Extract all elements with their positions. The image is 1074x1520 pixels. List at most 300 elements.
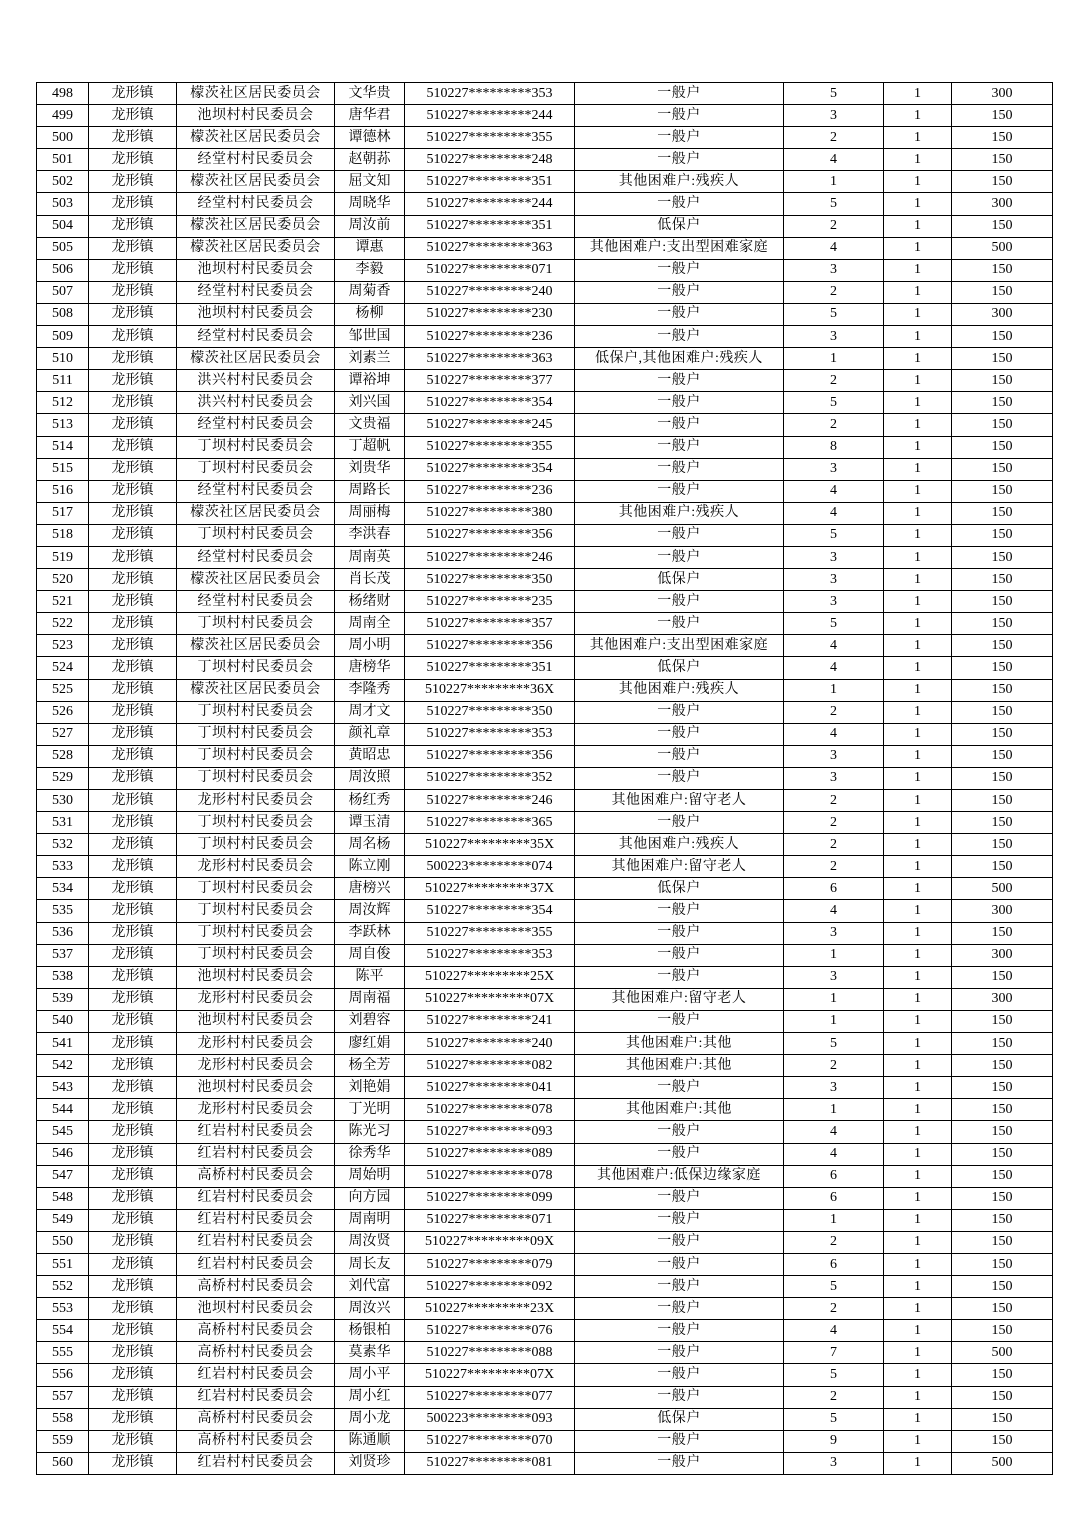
household-size-cell: 4 — [784, 900, 884, 922]
town-cell: 龙形镇 — [89, 1452, 177, 1474]
row-number-cell: 509 — [37, 326, 89, 348]
table-row — [37, 591, 1053, 613]
name-cell: 陈通顺 — [335, 1430, 405, 1452]
id-number-cell: 510227*********23X — [405, 1298, 575, 1320]
household-type-cell: 一般户 — [575, 1143, 784, 1165]
amount-cell: 300 — [952, 83, 1053, 105]
row-number-cell: 559 — [37, 1430, 89, 1452]
row-number-cell: 541 — [37, 1033, 89, 1055]
row-number-cell: 520 — [37, 569, 89, 591]
name-cell: 周南明 — [335, 1209, 405, 1231]
amount-cell: 150 — [952, 480, 1053, 502]
count-cell: 1 — [884, 834, 952, 856]
household-type-cell: 一般户 — [575, 1209, 784, 1231]
row-number-cell: 507 — [37, 281, 89, 303]
household-type-cell: 其他困难户:留守老人 — [575, 988, 784, 1010]
household-size-cell: 2 — [784, 127, 884, 149]
amount-cell: 150 — [952, 1253, 1053, 1275]
household-type-cell: 低保户 — [575, 878, 784, 900]
town-cell: 龙形镇 — [89, 1298, 177, 1320]
count-cell: 1 — [884, 944, 952, 966]
town-cell: 龙形镇 — [89, 502, 177, 524]
amount-cell: 150 — [952, 436, 1053, 458]
amount-cell: 150 — [952, 922, 1053, 944]
count-cell: 1 — [884, 701, 952, 723]
household-size-cell: 4 — [784, 237, 884, 259]
committee-cell: 丁坝村村民委员会 — [177, 524, 335, 546]
committee-cell: 经堂村村民委员会 — [177, 193, 335, 215]
count-cell: 1 — [884, 1209, 952, 1231]
table-row — [37, 966, 1053, 988]
household-type-cell: 一般户 — [575, 83, 784, 105]
id-number-cell: 510227*********078 — [405, 1165, 575, 1187]
household-type-cell: 低保户 — [575, 1408, 784, 1430]
town-cell: 龙形镇 — [89, 569, 177, 591]
household-type-cell: 一般户 — [575, 1253, 784, 1275]
household-type-cell: 一般户 — [575, 326, 784, 348]
table-row — [37, 303, 1053, 325]
household-type-cell: 一般户 — [575, 922, 784, 944]
id-number-cell: 510227*********236 — [405, 480, 575, 502]
household-size-cell: 2 — [784, 370, 884, 392]
amount-cell: 300 — [952, 944, 1053, 966]
row-number-cell: 501 — [37, 149, 89, 171]
count-cell: 1 — [884, 370, 952, 392]
row-number-cell: 503 — [37, 193, 89, 215]
table-row — [37, 281, 1053, 303]
household-size-cell: 1 — [784, 679, 884, 701]
table-row — [37, 701, 1053, 723]
table-row — [37, 1099, 1053, 1121]
row-number-cell: 538 — [37, 966, 89, 988]
table-row — [37, 1165, 1053, 1187]
row-number-cell: 557 — [37, 1386, 89, 1408]
name-cell: 陈立刚 — [335, 856, 405, 878]
row-number-cell: 527 — [37, 723, 89, 745]
household-size-cell: 1 — [784, 988, 884, 1010]
household-type-cell: 一般户 — [575, 1231, 784, 1253]
committee-cell: 红岩村村民委员会 — [177, 1209, 335, 1231]
count-cell: 1 — [884, 414, 952, 436]
committee-cell: 龙形村村民委员会 — [177, 1033, 335, 1055]
count-cell: 1 — [884, 1342, 952, 1364]
row-number-cell: 545 — [37, 1121, 89, 1143]
id-number-cell: 510227*********246 — [405, 790, 575, 812]
name-cell: 周晓华 — [335, 193, 405, 215]
household-size-cell: 1 — [784, 1209, 884, 1231]
row-number-cell: 535 — [37, 900, 89, 922]
id-number-cell: 510227*********25X — [405, 966, 575, 988]
row-number-cell: 549 — [37, 1209, 89, 1231]
town-cell: 龙形镇 — [89, 171, 177, 193]
count-cell: 1 — [884, 657, 952, 679]
amount-cell: 500 — [952, 1452, 1053, 1474]
committee-cell: 檬茨社区居民委员会 — [177, 83, 335, 105]
name-cell: 周小龙 — [335, 1408, 405, 1430]
name-cell: 周长友 — [335, 1253, 405, 1275]
count-cell: 1 — [884, 546, 952, 568]
amount-cell: 150 — [952, 149, 1053, 171]
town-cell: 龙形镇 — [89, 105, 177, 127]
household-size-cell: 2 — [784, 790, 884, 812]
id-number-cell: 510227*********353 — [405, 83, 575, 105]
id-number-cell: 510227*********356 — [405, 745, 575, 767]
household-size-cell: 3 — [784, 591, 884, 613]
household-size-cell: 4 — [784, 657, 884, 679]
household-type-cell: 一般户 — [575, 900, 784, 922]
committee-cell: 高桥村村民委员会 — [177, 1408, 335, 1430]
id-number-cell: 510227*********093 — [405, 1121, 575, 1143]
table-row — [37, 679, 1053, 701]
household-size-cell: 3 — [784, 546, 884, 568]
count-cell: 1 — [884, 723, 952, 745]
household-type-cell: 一般户 — [575, 414, 784, 436]
town-cell: 龙形镇 — [89, 1364, 177, 1386]
committee-cell: 经堂村村民委员会 — [177, 480, 335, 502]
name-cell: 谭玉清 — [335, 812, 405, 834]
count-cell: 1 — [884, 436, 952, 458]
row-number-cell: 504 — [37, 215, 89, 237]
committee-cell: 丁坝村村民委员会 — [177, 767, 335, 789]
name-cell: 刘贵华 — [335, 458, 405, 480]
name-cell: 刘贤珍 — [335, 1452, 405, 1474]
id-number-cell: 510227*********088 — [405, 1342, 575, 1364]
household-size-cell: 7 — [784, 1342, 884, 1364]
row-number-cell: 528 — [37, 745, 89, 767]
household-size-cell: 1 — [784, 348, 884, 370]
town-cell: 龙形镇 — [89, 1253, 177, 1275]
id-number-cell: 510227*********240 — [405, 281, 575, 303]
name-cell: 周汝前 — [335, 215, 405, 237]
count-cell: 1 — [884, 1121, 952, 1143]
id-number-cell: 510227*********079 — [405, 1253, 575, 1275]
row-number-cell: 550 — [37, 1231, 89, 1253]
household-size-cell: 6 — [784, 1165, 884, 1187]
town-cell: 龙形镇 — [89, 1209, 177, 1231]
name-cell: 杨红秀 — [335, 790, 405, 812]
count-cell: 1 — [884, 1077, 952, 1099]
row-number-cell: 518 — [37, 524, 89, 546]
household-size-cell: 2 — [784, 414, 884, 436]
name-cell: 邹世国 — [335, 326, 405, 348]
household-size-cell: 4 — [784, 1143, 884, 1165]
town-cell: 龙形镇 — [89, 1276, 177, 1298]
name-cell: 周菊香 — [335, 281, 405, 303]
count-cell: 1 — [884, 1298, 952, 1320]
id-number-cell: 510227*********35X — [405, 834, 575, 856]
count-cell: 1 — [884, 1187, 952, 1209]
table-row — [37, 1430, 1053, 1452]
row-number-cell: 498 — [37, 83, 89, 105]
name-cell: 谭惠 — [335, 237, 405, 259]
row-number-cell: 547 — [37, 1165, 89, 1187]
count-cell: 1 — [884, 856, 952, 878]
household-type-cell: 一般户 — [575, 303, 784, 325]
household-type-cell: 低保户 — [575, 215, 784, 237]
row-number-cell: 532 — [37, 834, 89, 856]
amount-cell: 150 — [952, 790, 1053, 812]
relief-recipient-table — [36, 82, 1053, 1475]
name-cell: 周小明 — [335, 635, 405, 657]
town-cell: 龙形镇 — [89, 1320, 177, 1342]
amount-cell: 150 — [952, 1165, 1053, 1187]
town-cell: 龙形镇 — [89, 1099, 177, 1121]
amount-cell: 150 — [952, 326, 1053, 348]
amount-cell: 150 — [952, 613, 1053, 635]
table-row — [37, 878, 1053, 900]
name-cell: 周南全 — [335, 613, 405, 635]
name-cell: 周小平 — [335, 1364, 405, 1386]
committee-cell: 高桥村村民委员会 — [177, 1320, 335, 1342]
amount-cell: 150 — [952, 546, 1053, 568]
id-number-cell: 510227*********246 — [405, 546, 575, 568]
id-number-cell: 510227*********099 — [405, 1187, 575, 1209]
id-number-cell: 510227*********07X — [405, 988, 575, 1010]
amount-cell: 150 — [952, 1077, 1053, 1099]
id-number-cell: 510227*********377 — [405, 370, 575, 392]
amount-cell: 300 — [952, 303, 1053, 325]
table-row — [37, 1408, 1053, 1430]
household-type-cell: 一般户 — [575, 1276, 784, 1298]
household-size-cell: 5 — [784, 392, 884, 414]
id-number-cell: 510227*********365 — [405, 812, 575, 834]
count-cell: 1 — [884, 1055, 952, 1077]
town-cell: 龙形镇 — [89, 966, 177, 988]
row-number-cell: 521 — [37, 591, 89, 613]
household-size-cell: 2 — [784, 1055, 884, 1077]
town-cell: 龙形镇 — [89, 83, 177, 105]
town-cell: 龙形镇 — [89, 1408, 177, 1430]
household-size-cell: 3 — [784, 767, 884, 789]
household-type-cell: 一般户 — [575, 1187, 784, 1209]
id-number-cell: 510227*********352 — [405, 767, 575, 789]
name-cell: 周汝照 — [335, 767, 405, 789]
committee-cell: 檬茨社区居民委员会 — [177, 237, 335, 259]
row-number-cell: 543 — [37, 1077, 89, 1099]
town-cell: 龙形镇 — [89, 613, 177, 635]
count-cell: 1 — [884, 215, 952, 237]
count-cell: 1 — [884, 524, 952, 546]
committee-cell: 池坝村村民委员会 — [177, 1010, 335, 1032]
count-cell: 1 — [884, 635, 952, 657]
household-type-cell: 一般户 — [575, 458, 784, 480]
town-cell: 龙形镇 — [89, 834, 177, 856]
id-number-cell: 510227*********244 — [405, 105, 575, 127]
household-type-cell: 一般户 — [575, 259, 784, 281]
count-cell: 1 — [884, 259, 952, 281]
table-row — [37, 1231, 1053, 1253]
town-cell: 龙形镇 — [89, 436, 177, 458]
household-size-cell: 9 — [784, 1430, 884, 1452]
name-cell: 唐榜华 — [335, 657, 405, 679]
count-cell: 1 — [884, 1430, 952, 1452]
id-number-cell: 510227*********354 — [405, 900, 575, 922]
table-row — [37, 900, 1053, 922]
amount-cell: 150 — [952, 1010, 1053, 1032]
committee-cell: 龙形村村民委员会 — [177, 1099, 335, 1121]
household-size-cell: 3 — [784, 922, 884, 944]
table-row — [37, 745, 1053, 767]
household-type-cell: 一般户 — [575, 149, 784, 171]
id-number-cell: 510227*********230 — [405, 303, 575, 325]
household-type-cell: 其他困难户:支出型困难家庭 — [575, 237, 784, 259]
row-number-cell: 558 — [37, 1408, 89, 1430]
id-number-cell: 510227*********092 — [405, 1276, 575, 1298]
id-number-cell: 510227*********37X — [405, 878, 575, 900]
name-cell: 文贵福 — [335, 414, 405, 436]
household-size-cell: 3 — [784, 745, 884, 767]
row-number-cell: 522 — [37, 613, 89, 635]
table-row — [37, 1342, 1053, 1364]
table-row — [37, 1320, 1053, 1342]
town-cell: 龙形镇 — [89, 326, 177, 348]
name-cell: 陈光习 — [335, 1121, 405, 1143]
count-cell: 1 — [884, 988, 952, 1010]
name-cell: 周南福 — [335, 988, 405, 1010]
amount-cell: 150 — [952, 259, 1053, 281]
amount-cell: 150 — [952, 1143, 1053, 1165]
town-cell: 龙形镇 — [89, 1386, 177, 1408]
household-type-cell: 一般户 — [575, 1386, 784, 1408]
town-cell: 龙形镇 — [89, 303, 177, 325]
name-cell: 唐榜兴 — [335, 878, 405, 900]
table-row — [37, 922, 1053, 944]
table-row — [37, 436, 1053, 458]
row-number-cell: 511 — [37, 370, 89, 392]
count-cell: 1 — [884, 1364, 952, 1386]
id-number-cell: 510227*********357 — [405, 613, 575, 635]
count-cell: 1 — [884, 1143, 952, 1165]
row-number-cell: 499 — [37, 105, 89, 127]
row-number-cell: 506 — [37, 259, 89, 281]
household-type-cell: 其他困难户:其他 — [575, 1099, 784, 1121]
committee-cell: 檬茨社区居民委员会 — [177, 569, 335, 591]
committee-cell: 丁坝村村民委员会 — [177, 657, 335, 679]
count-cell: 1 — [884, 348, 952, 370]
household-size-cell: 3 — [784, 326, 884, 348]
table-row — [37, 790, 1053, 812]
count-cell: 1 — [884, 922, 952, 944]
household-size-cell: 4 — [784, 1320, 884, 1342]
id-number-cell: 510227*********355 — [405, 127, 575, 149]
id-number-cell: 510227*********09X — [405, 1231, 575, 1253]
committee-cell: 丁坝村村民委员会 — [177, 436, 335, 458]
town-cell: 龙形镇 — [89, 1342, 177, 1364]
household-size-cell: 1 — [784, 1010, 884, 1032]
id-number-cell: 510227*********363 — [405, 348, 575, 370]
amount-cell: 150 — [952, 1209, 1053, 1231]
name-cell: 文华贵 — [335, 83, 405, 105]
committee-cell: 高桥村村民委员会 — [177, 1165, 335, 1187]
household-type-cell: 一般户 — [575, 370, 784, 392]
count-cell: 1 — [884, 127, 952, 149]
household-type-cell: 一般户 — [575, 944, 784, 966]
committee-cell: 丁坝村村民委员会 — [177, 613, 335, 635]
amount-cell: 150 — [952, 1408, 1053, 1430]
table-row — [37, 1276, 1053, 1298]
row-number-cell: 542 — [37, 1055, 89, 1077]
table-row — [37, 812, 1053, 834]
household-type-cell: 一般户 — [575, 193, 784, 215]
household-type-cell: 一般户 — [575, 436, 784, 458]
committee-cell: 红岩村村民委员会 — [177, 1253, 335, 1275]
town-cell: 龙形镇 — [89, 988, 177, 1010]
id-number-cell: 510227*********089 — [405, 1143, 575, 1165]
name-cell: 肖长茂 — [335, 569, 405, 591]
amount-cell: 300 — [952, 900, 1053, 922]
amount-cell: 150 — [952, 1231, 1053, 1253]
household-size-cell: 3 — [784, 458, 884, 480]
table-row — [37, 370, 1053, 392]
count-cell: 1 — [884, 193, 952, 215]
household-type-cell: 一般户 — [575, 1121, 784, 1143]
id-number-cell: 510227*********356 — [405, 635, 575, 657]
amount-cell: 150 — [952, 215, 1053, 237]
town-cell: 龙形镇 — [89, 149, 177, 171]
id-number-cell: 510227*********354 — [405, 458, 575, 480]
household-size-cell: 4 — [784, 149, 884, 171]
id-number-cell: 510227*********363 — [405, 237, 575, 259]
count-cell: 1 — [884, 966, 952, 988]
count-cell: 1 — [884, 83, 952, 105]
town-cell: 龙形镇 — [89, 480, 177, 502]
count-cell: 1 — [884, 1386, 952, 1408]
row-number-cell: 526 — [37, 701, 89, 723]
id-number-cell: 510227*********076 — [405, 1320, 575, 1342]
town-cell: 龙形镇 — [89, 348, 177, 370]
committee-cell: 池坝村村民委员会 — [177, 105, 335, 127]
id-number-cell: 510227*********241 — [405, 1010, 575, 1032]
row-number-cell: 513 — [37, 414, 89, 436]
count-cell: 1 — [884, 480, 952, 502]
household-type-cell: 一般户 — [575, 723, 784, 745]
count-cell: 1 — [884, 878, 952, 900]
household-type-cell: 其他困难户:残疾人 — [575, 502, 784, 524]
town-cell: 龙形镇 — [89, 900, 177, 922]
household-type-cell: 一般户 — [575, 966, 784, 988]
town-cell: 龙形镇 — [89, 370, 177, 392]
amount-cell: 150 — [952, 348, 1053, 370]
amount-cell: 150 — [952, 281, 1053, 303]
household-size-cell: 2 — [784, 1231, 884, 1253]
household-size-cell: 5 — [784, 83, 884, 105]
household-size-cell: 3 — [784, 259, 884, 281]
amount-cell: 150 — [952, 1386, 1053, 1408]
town-cell: 龙形镇 — [89, 458, 177, 480]
count-cell: 1 — [884, 591, 952, 613]
name-cell: 屈文知 — [335, 171, 405, 193]
row-number-cell: 510 — [37, 348, 89, 370]
amount-cell: 150 — [952, 812, 1053, 834]
amount-cell: 150 — [952, 1121, 1053, 1143]
table-body — [37, 83, 1053, 1475]
town-cell: 龙形镇 — [89, 657, 177, 679]
name-cell: 李跃林 — [335, 922, 405, 944]
household-type-cell: 一般户 — [575, 767, 784, 789]
table-row — [37, 1298, 1053, 1320]
row-number-cell: 512 — [37, 392, 89, 414]
id-number-cell: 510227*********351 — [405, 215, 575, 237]
town-cell: 龙形镇 — [89, 1077, 177, 1099]
row-number-cell: 534 — [37, 878, 89, 900]
table-row — [37, 635, 1053, 657]
id-number-cell: 510227*********353 — [405, 944, 575, 966]
name-cell: 颜礼章 — [335, 723, 405, 745]
town-cell: 龙形镇 — [89, 790, 177, 812]
town-cell: 龙形镇 — [89, 679, 177, 701]
household-type-cell: 一般户 — [575, 745, 784, 767]
household-size-cell: 6 — [784, 1253, 884, 1275]
